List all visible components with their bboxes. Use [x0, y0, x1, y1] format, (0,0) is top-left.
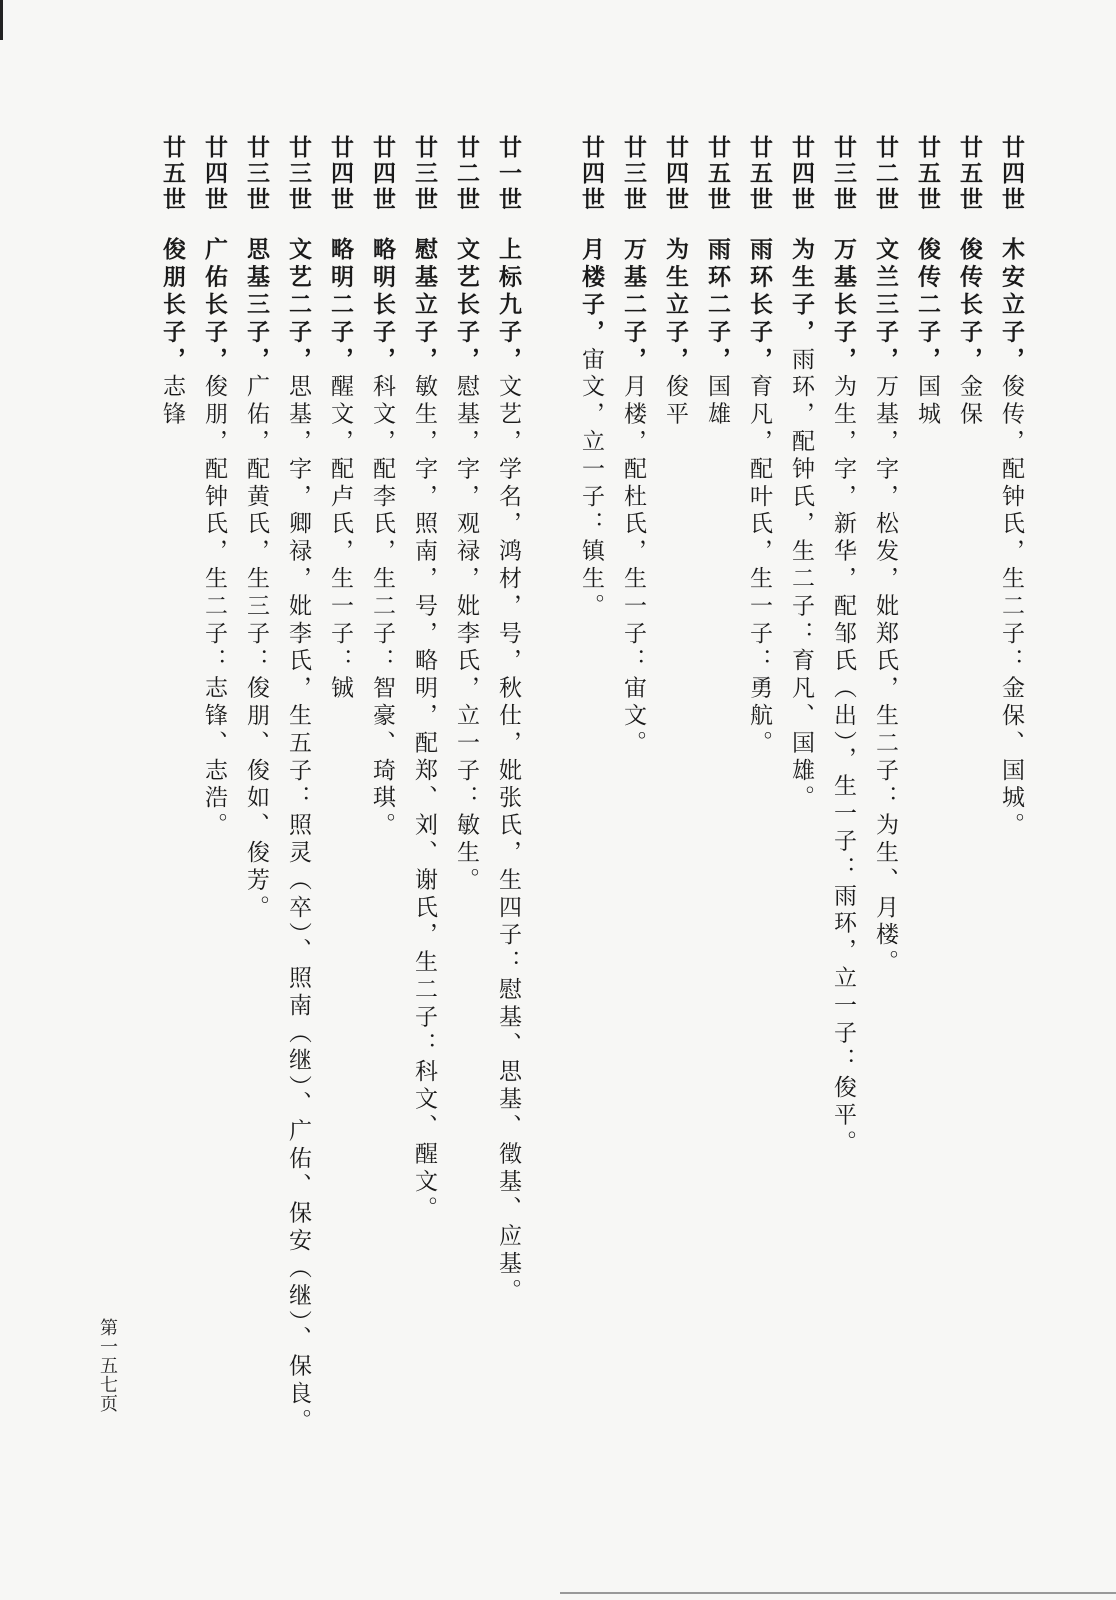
relation-heading: 俊传长子，: [956, 237, 983, 374]
generation-label: 廿五世: [159, 135, 186, 213]
relation-heading: 为生立子，: [662, 237, 689, 374]
entry-text: 醒文，配卢氏，生一子：铖: [327, 374, 353, 703]
relation-heading: 万基二子，: [620, 237, 647, 374]
genealogy-entry: [157, 135, 187, 429]
generation-label: 廿三世: [285, 135, 312, 213]
genealogy-entry: [870, 135, 900, 977]
genealogy-entry: [367, 135, 397, 840]
generation-label: 廿四世: [369, 135, 396, 213]
entry-text: 国雄: [704, 374, 730, 429]
genealogy-entry: [493, 135, 523, 1306]
relation-heading: 文兰三子，: [872, 237, 899, 374]
page-edge-mark: [0, 0, 3, 40]
generation-label: 廿五世: [956, 135, 983, 213]
entry-text: 俊平: [662, 374, 688, 429]
entry-text: 志锋: [159, 374, 185, 429]
entry-text: 敏生，字，照南，号，略明，配郑、刘、谢氏，生二子：科文、醒文。: [411, 374, 437, 1224]
generation-label: 廿五世: [746, 135, 773, 213]
bottom-rule: [560, 1592, 1116, 1594]
entry-text: 俊朋，配钟氏，生二子：志锋、志浩。: [201, 374, 227, 840]
relation-heading: 文艺二子，: [285, 237, 312, 374]
entry-text: 慰基，字，观禄，妣李氏，立一子：敏生。: [453, 374, 479, 895]
genealogy-entry: [828, 135, 858, 1157]
genealogy-entry: [451, 135, 481, 895]
genealogy-entry: [744, 135, 774, 758]
generation-label: 廿四世: [788, 135, 815, 213]
entry-text: 宙文，立一子：镇生。: [578, 346, 604, 621]
relation-heading: 雨环二子，: [704, 237, 731, 374]
generation-label: 廿二世: [453, 135, 480, 213]
generation-label: 廿五世: [914, 135, 941, 213]
entry-text: 国城: [914, 374, 940, 429]
generation-label: 廿三世: [243, 135, 270, 213]
generation-label: 廿一世: [495, 135, 522, 213]
relation-heading: 略明二子，: [327, 237, 354, 374]
genealogy-entry: [954, 135, 984, 429]
relation-heading: 上标九子，: [495, 237, 522, 374]
generation-label: 廿五世: [704, 135, 731, 213]
relation-heading: 文艺长子，: [453, 237, 480, 374]
entry-text: 金保: [956, 374, 982, 429]
genealogy-entry: [912, 135, 942, 429]
genealogy-entry: [576, 135, 606, 621]
entry-text: 月楼，配杜氏，生一子：宙文。: [620, 374, 646, 758]
genealogy-entry: [241, 135, 271, 922]
relation-heading: 雨环长子，: [746, 237, 773, 374]
genealogy-entry: [786, 135, 816, 812]
genealogy-entry: [199, 135, 229, 840]
page-number: 第一五七页: [97, 1318, 118, 1413]
generation-label: 廿四世: [662, 135, 689, 213]
entry-text: 育凡，配叶氏，生一子：勇航。: [746, 374, 772, 758]
genealogy-entry: [325, 135, 355, 703]
generation-label: 廿四世: [201, 135, 228, 213]
generation-label: 廿三世: [411, 135, 438, 213]
generation-label: 廿四世: [578, 135, 605, 213]
entry-text: 万基，字，松发，妣郑氏，生二子：为生、月楼。: [872, 374, 898, 977]
entry-text: 思基，字，卿禄，妣李氏，生五子：照灵（卒）、照南（继）、广佑、保安（继）、保良。: [285, 374, 311, 1436]
generation-label: 廿二世: [872, 135, 899, 213]
entry-text: 广佑，配黄氏，生三子：俊朋、俊如、俊芳。: [243, 374, 269, 922]
genealogy-entry: [660, 135, 690, 429]
relation-heading: 俊朋长子，: [159, 237, 186, 374]
genealogy-entry: [996, 135, 1026, 840]
relation-heading: 万基长子，: [830, 237, 857, 374]
entry-text: 文艺，学名，鸿材，号，秋仕，妣张氏，生四子：慰基、思基、徵基、应基。: [495, 374, 521, 1306]
relation-heading: 慰基立子，: [411, 237, 438, 374]
entry-text: 俊传，配钟氏，生二子：金保、国城。: [998, 374, 1024, 840]
entry-text: 雨环，配钟氏，生二子：育凡、国雄。: [788, 346, 814, 813]
relation-heading: 月楼子，: [578, 237, 605, 347]
entry-text: 为生，字，新华，配邹氏（出），生一子：雨环，立一子：俊平。: [830, 374, 856, 1158]
generation-label: 廿三世: [620, 135, 647, 213]
relation-heading: 思基三子，: [243, 237, 270, 374]
relation-heading: 俊传二子，: [914, 237, 941, 374]
genealogy-entry: [409, 135, 439, 1223]
entry-text: 科文，配李氏，生二子：智豪、琦琪。: [369, 374, 395, 840]
relation-heading: 广佑长子，: [201, 237, 228, 374]
generation-label: 廿三世: [830, 135, 857, 213]
relation-heading: 木安立子，: [998, 237, 1025, 374]
genealogy-entry: [702, 135, 732, 429]
genealogy-entry: [618, 135, 648, 758]
genealogy-entry: [283, 135, 313, 1436]
generation-label: 廿四世: [327, 135, 354, 213]
relation-heading: 略明长子，: [369, 237, 396, 374]
relation-heading: 为生子，: [788, 237, 815, 347]
generation-label: 廿四世: [998, 135, 1025, 213]
